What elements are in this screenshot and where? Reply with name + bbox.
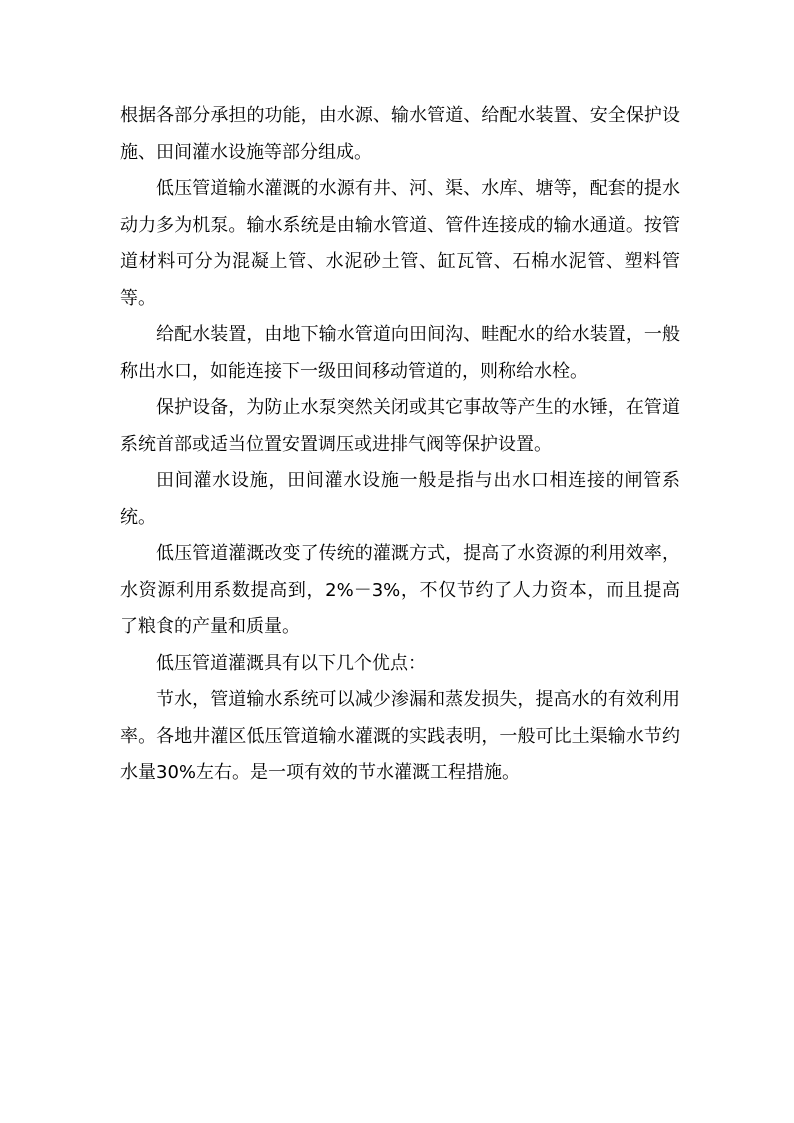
document-body <box>120 98 680 792</box>
paragraph-components: 根据各部分承担的功能，由水源、输水管道、给配水装置、安全保护设施、田间灌水设施等部分组成。 <box>120 105 680 163</box>
paragraph-water-saving: 节水，管道输水系统可以减少渗漏和蒸发损失，提高水的有效利用率。各地井灌区低压管道输水灌溉的实践表明，一般可比土渠输水节约水量30%左右。是一项有效的节水灌溉工程措施。 <box>120 689 680 783</box>
paragraph-efficiency: 低压管道灌溉改变了传统的灌溉方式，提高了水资源的利用效率，水资源利用系数提高到，2%－3%，不仅节约了人力资本，而且提高了粮食的产量和质量。 <box>120 543 680 637</box>
paragraph-advantages-intro: 低压管道灌溉具有以下几个优点： <box>156 652 426 674</box>
paragraph-water-source: 低压管道输水灌溉的水源有井、河、渠、水库、塘等，配套的提水动力多为机泵。输水系统是由输水管道、管件连接成的输水通道。按管道材料可分为混凝上管、水泥砂土管、缸瓦管、石棉水泥管、塑料管等。 <box>120 178 680 309</box>
paragraph-distribution-device: 给配水装置，由地下输水管道向田间沟、畦配水的给水装置，一般称出水口，如能连接下一级田间移动管道的，则称给水栓。 <box>120 324 680 382</box>
paragraph-protection-equipment: 保护设备，为防止水泵突然关闭或其它事故等产生的水锤，在管道系统首部或适当位置安置调压或进排气阀等保护设置。 <box>120 397 680 455</box>
paragraph-field-irrigation: 田间灌水设施，田间灌水设施一般是指与出水口相连接的闸管系统。 <box>120 470 680 528</box>
